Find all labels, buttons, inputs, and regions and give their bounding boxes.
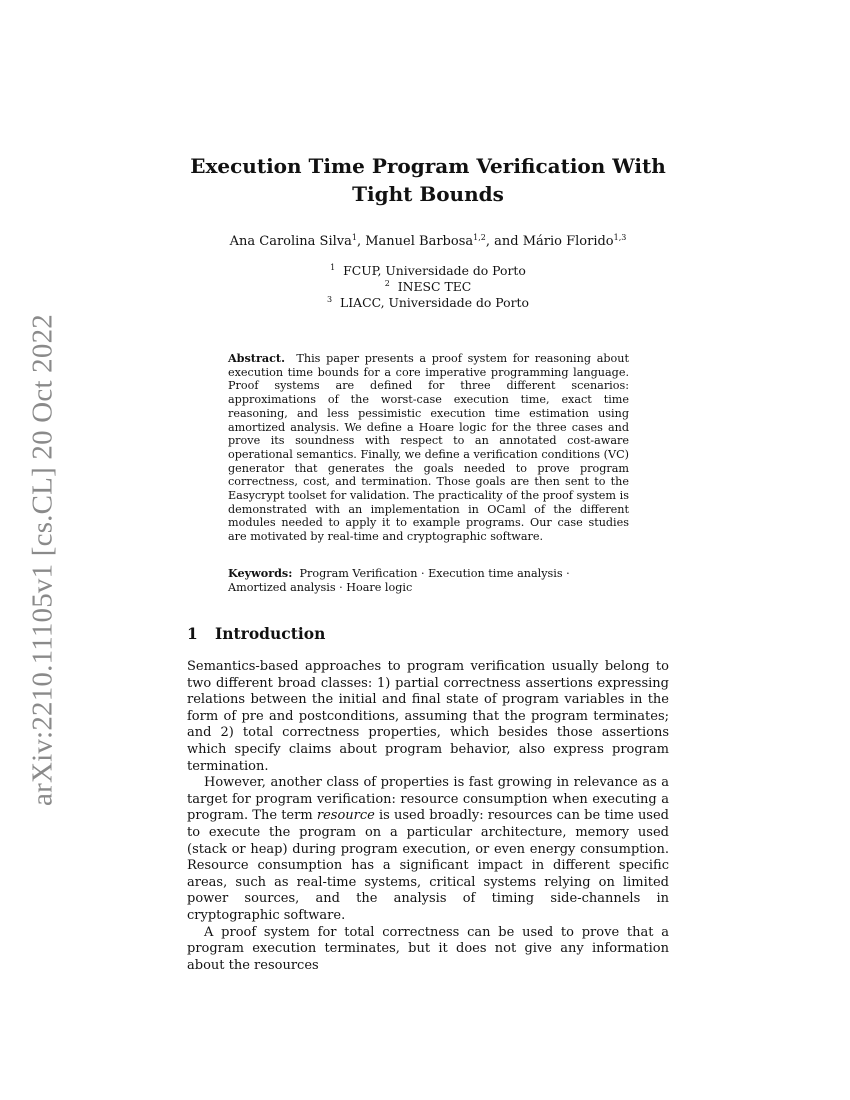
- section-title: Introduction: [215, 624, 326, 643]
- author-name: Manuel Barbosa: [365, 234, 474, 249]
- affiliation-item: [150, 263, 706, 279]
- body-text: [187, 659, 669, 974]
- keywords-label: Keywords:: [228, 566, 293, 580]
- author-separator: , and: [485, 234, 523, 249]
- author-affiliation-marker: 1,3: [613, 233, 627, 242]
- paragraph: Semantics-based approaches to program verification usually belong to two different broad classes: 1) partial correctness assertions expressing relations between the initial and final state of program variables in the form of pre and postconditions, assuming that the program terminates; and 2) total correctness properties, which besides those assertions which specify claims about program behavior, also express program termination.: [187, 659, 669, 774]
- affiliation-item: [150, 279, 706, 295]
- author-affiliation-marker: 1: [351, 233, 357, 242]
- affiliation-number: 3: [327, 295, 333, 304]
- section-number: 1: [187, 624, 198, 643]
- affiliation-text: LIACC, Universidade do Porto: [340, 295, 529, 310]
- affiliation-number: 1: [330, 263, 336, 272]
- author-list: [150, 232, 706, 252]
- affiliation-text: FCUP, Universidade do Porto: [343, 263, 526, 278]
- abstract: [228, 352, 629, 544]
- paragraph: [187, 775, 669, 924]
- author-name: Ana Carolina Silva: [229, 234, 352, 249]
- paragraph-text: However, another class of properties is fast growing in relevance as a target for program verification: resource consumption when executing a program. The term: [187, 775, 669, 824]
- paragraph-text: is used broadly: resources can be time used to execute the program on a particular architecture, memory used (stack or heap) during program execution, or even energy consumption. Resource consumption has a significant impact in different specific areas, such as real-time systems, critical systems relying on limited power sources, and the analysis of timing side-channels in cryptographic software.: [187, 808, 669, 923]
- paragraph: A proof system for total correctness can be used to prove that a program execution terminates, but it does not give any information about the resources: [187, 924, 669, 973]
- affiliation-list: [150, 263, 706, 311]
- author-name: Mário Florido: [522, 234, 614, 249]
- arxiv-identifier-stamp: arXiv:2210.11105v1 [cs.CL] 20 Oct 2022: [26, 314, 59, 806]
- abstract-text: This paper presents a proof system for reasoning about execution time bounds for a core imperative programming language. Proof systems are defined for three different scenarios: approximations of the worst-case execution time, exact time reasoning, and less pessimistic execution time estimation using amortized analysis. We define a Hoare logic for the three cases and prove its soundness with respect to an annotated cost-aware operational semantics. Finally, we define a verification conditions (VC) generator that generates the goals needed to prove program correctness, cost, and termination. Those goals are then sent to the Easycrypt toolset for validation. The practicality of the proof system is demonstrated with an implementation in OCaml of the different modules needed to apply it to example programs. Our case studies are motivated by real-time and cryptographic software.: [228, 352, 629, 544]
- keywords-text: Program Verification · Execution time analysis · Amortized analysis · Hoare logic: [228, 567, 570, 594]
- keywords: [228, 567, 629, 594]
- author-affiliation-marker: 1,2: [473, 233, 486, 242]
- affiliation-text: INESC TEC: [397, 279, 472, 294]
- affiliation-number: 2: [384, 279, 390, 288]
- section-heading: [187, 624, 325, 644]
- paper-title: [150, 152, 706, 208]
- title-line-1: Execution Time Program Verification With: [190, 154, 666, 178]
- affiliation-item: [150, 295, 706, 311]
- abstract-label: Abstract.: [228, 351, 285, 365]
- title-line-2: Tight Bounds: [352, 182, 504, 206]
- author-separator: ,: [356, 234, 366, 249]
- emphasized-term: resource: [316, 808, 375, 824]
